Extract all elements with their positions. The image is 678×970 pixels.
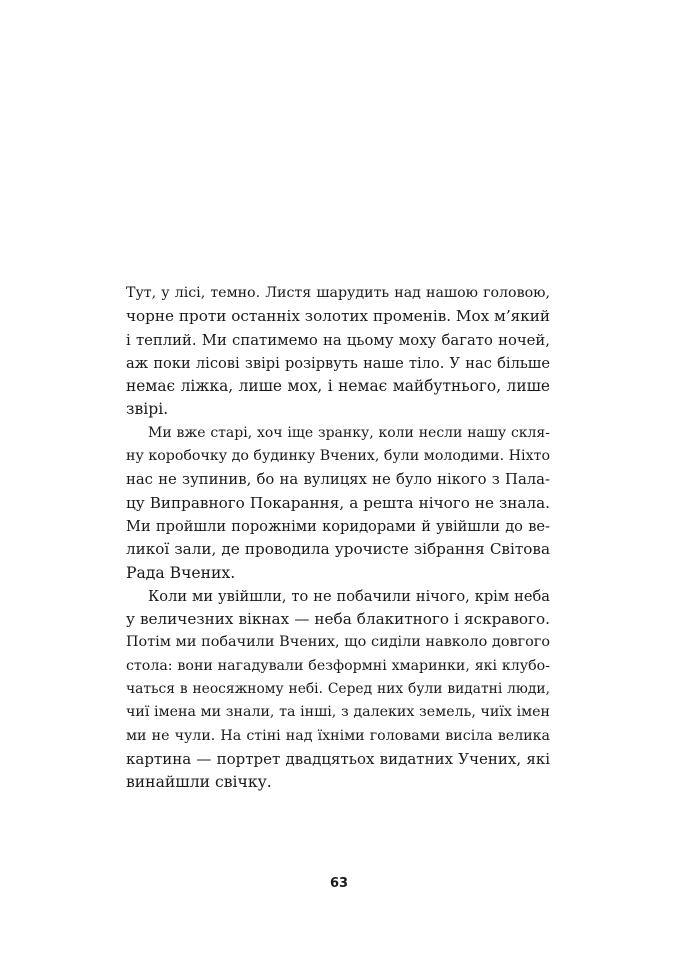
text-line: винайшли свічку. bbox=[126, 773, 272, 792]
text-line: Ми пройшли порожніми коридорами й увійшли до ве- bbox=[126, 517, 550, 535]
text-line: ми не чули. На стіні над їхніми головами висіла велика bbox=[126, 727, 550, 744]
page-number: 63 bbox=[329, 876, 349, 891]
text-line: стола: вони нагадували безформні хмаринки, які клубо- bbox=[126, 657, 550, 674]
text-line: у величезних вікнах — неба блакитного і яскравого. bbox=[126, 610, 550, 629]
body-text bbox=[126, 282, 550, 795]
text-line: чиї імена ми знали, та інші, з далеких земель, чиїх імен bbox=[126, 704, 550, 721]
text-line: нас не зупинив, бо на вулицях не було нікого з Пала- bbox=[126, 471, 550, 489]
text-line: Ми вже старі, хоч іще зранку, коли несли нашу скля- bbox=[148, 424, 550, 441]
text-line: чаться в неосяжному небі. Серед них були видатні люди, bbox=[126, 681, 550, 698]
text-line: ну коробочку до будинку Вчених, були молодими. Ніхто bbox=[126, 448, 550, 465]
text-line: Рада Вчених. bbox=[126, 563, 236, 582]
text-line: Тут, у лісі, темно. Листя шарудить над нашою головою, bbox=[126, 285, 550, 301]
text-line: немає ліжка, лише мох, і немає майбутнього, лише bbox=[126, 377, 550, 396]
text-line: і теплий. Ми спатимемо на цьому моху багато ночей, bbox=[126, 331, 550, 349]
text-line: чорне проти останніх золотих променів. Мох м’який bbox=[126, 307, 550, 326]
text-line: ликої зали, де проводила урочисте зібрання Світова bbox=[126, 540, 550, 559]
text-line: цу Виправного Покарання, а решта нічого не знала. bbox=[126, 493, 550, 512]
text-line: аж поки лісові звірі розірвуть наше тіло. У нас більше bbox=[126, 354, 550, 372]
text-line: картина — портрет двадцятьох видатних Учених, які bbox=[126, 749, 550, 768]
text-line: Коли ми увійшли, то не побачили нічого, крім неба bbox=[148, 587, 550, 605]
text-line: Потім ми побачили Вчених, що сиділи навколо довгого bbox=[126, 634, 550, 651]
text-line: звірі. bbox=[126, 400, 169, 419]
